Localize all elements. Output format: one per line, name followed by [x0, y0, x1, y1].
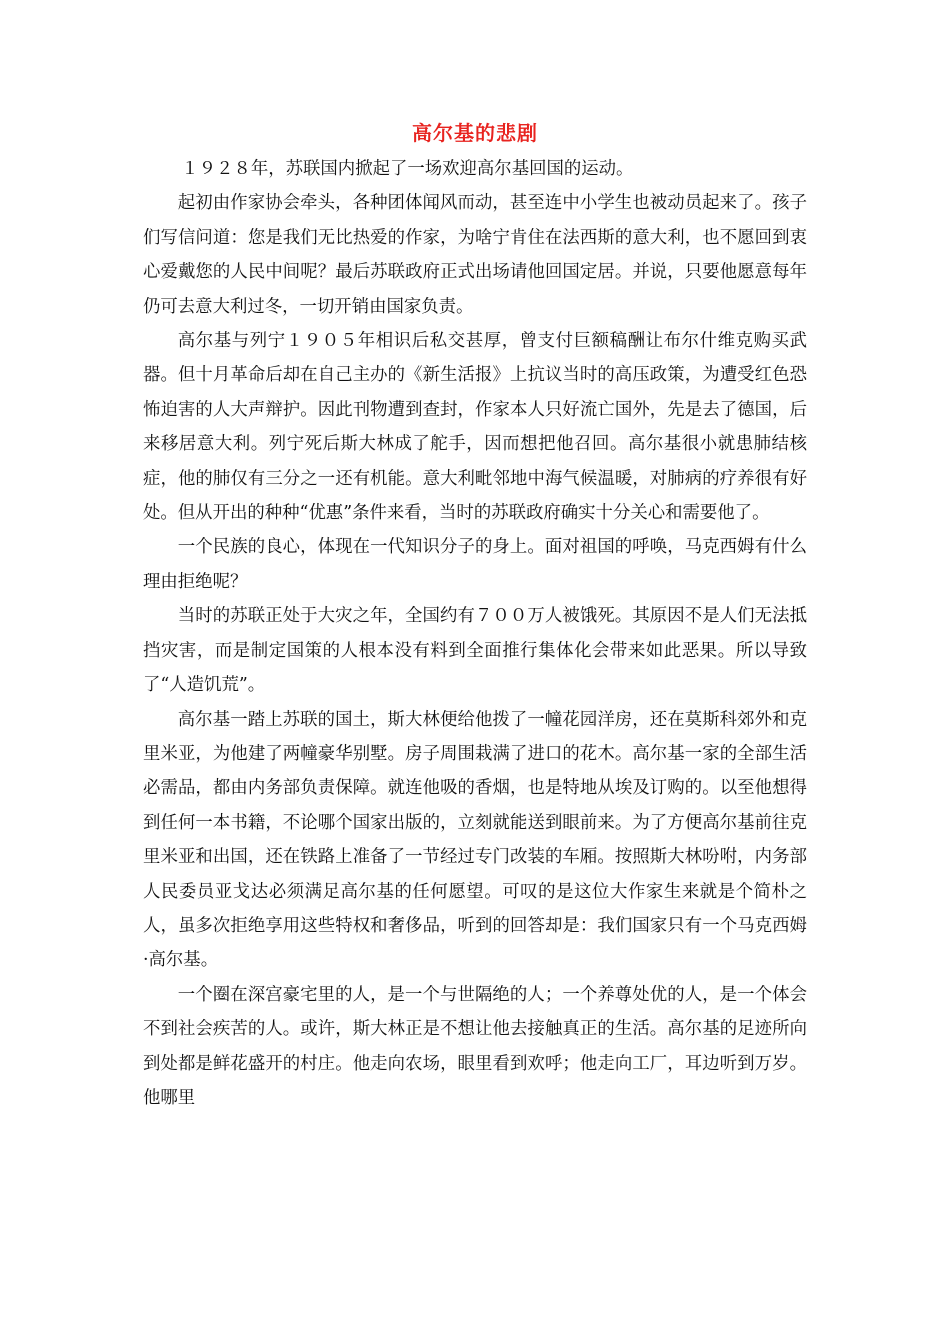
paragraph-2: 起初由作家协会牵头，各种团体闻风而动，甚至连中小学生也被动员起来了。孩子们写信问道：您是我们无比热爱的作家，为啥宁肯住在法西斯的意大利，也不愿回到衷心爱戴您的人民中间呢？最后苏联政府正式出场请他回国定居。并说，只要他愿意每年仍可去意大利过冬，一切开销由国家负责。 — [143, 193, 807, 317]
article-body — [143, 118, 807, 1115]
paragraph-7: 一个圈在深宫豪宅里的人，是一个与世隔绝的人；一个养尊处优的人，是一个体会不到社会疾苦的人。或许，斯大林正是不想让他去接触真正的生活。高尔基的足迹所向到处都是鲜花盛开的村庄。他走向农场，眼里看到欢呼；他走向工厂，耳边听到万岁。他哪里 — [143, 984, 807, 1108]
page-title: 高尔基的悲剧 — [412, 121, 538, 145]
paragraph-4: 一个民族的良心，体现在一代知识分子的身上。面对祖国的呼唤，马克西姆有什么理由拒绝呢？ — [143, 537, 807, 592]
paragraph-5: 当时的苏联正处于大灾之年，全国约有７００万人被饿死。其原因不是人们无法抵挡灾害，而是制定国策的人根本没有料到全面推行集体化会带来如此恶果。所以导致了“人造饥荒”。 — [143, 606, 807, 696]
paragraph-3: 高尔基与列宁１９０５年相识后私交甚厚，曾支付巨额稿酬让布尔什维克购买武器。但十月革命后却在自己主办的《新生活报》上抗议当时的高压政策，为遭受红色恐怖迫害的人大声辩护。因此刊物遭到查封，作家本人只好流亡国外，先是去了德国，后来移居意大利。列宁死后斯大林成了舵手，因而想把他召回。高尔基很小就患肺结核症，他的肺仅有三分之一还有机能。意大利毗邻地中海气候温暖，对肺病的疗养很有好处。但从开出的种种“优惠”条件来看，当时的苏联政府确实十分关心和需要他了。 — [143, 331, 807, 524]
paragraph-6: 高尔基一踏上苏联的国土，斯大林便给他拨了一幢花园洋房，还在莫斯科郊外和克里米亚，为他建了两幢豪华别墅。房子周围栽满了进口的花木。高尔基一家的全部生活必需品，都由内务部负责保障。就连他吸的香烟，也是特地从埃及订购的。以至他想得到任何一本书籍，不论哪个国家出版的，立刻就能送到眼前来。为了方便高尔基前往克里米亚和出国，还在铁路上准备了一节经过专门改装的车厢。按照斯大林吩咐，内务部人民委员亚戈达必须满足高尔基的任何愿望。可叹的是这位大作家生来就是个简朴之人，虽多次拒绝享用这些特权和奢侈品，听到的回答却是：我们国家只有一个马克西姆·高尔基。 — [143, 709, 807, 971]
paragraph-1: １９２８年，苏联国内掀起了一场欢迎高尔基回国的运动。 — [181, 159, 634, 179]
